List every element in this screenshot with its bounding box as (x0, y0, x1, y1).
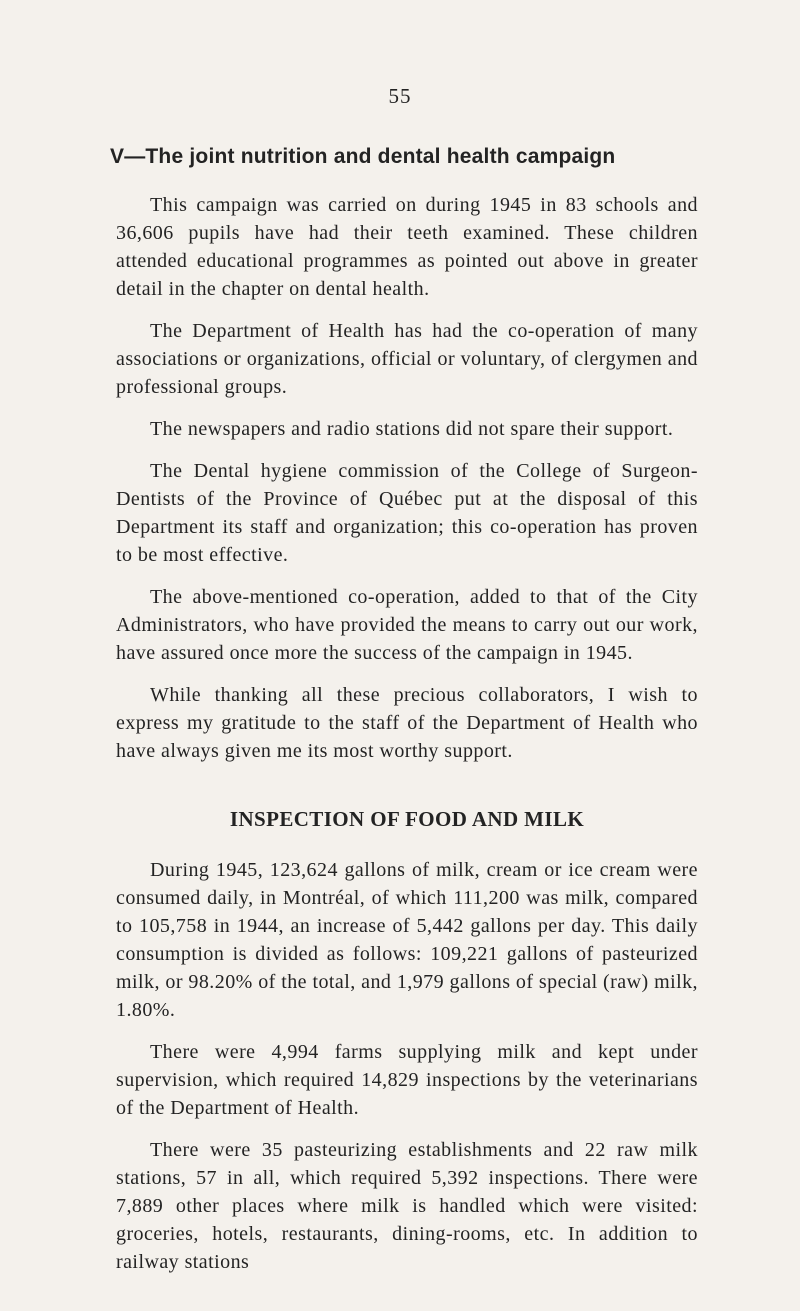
paragraph: The Dental hygiene commission of the College of Surgeon-Dentists of the Province of Québec put at the disposal of this Department its staff and organization; this co-operation has proven to be most effective. (116, 460, 698, 566)
paragraph: During 1945, 123,624 gallons of milk, cream or ice cream were consumed daily, in Montréal, of which 111,200 was milk, compared to 105,758 in 1944, an increase of 5,442 gallons per day. This daily consumption is divided as follows: 109,221 gallons of pasteurized milk, or 98.20% of the total, and 1,979 gallons of special (raw) milk, 1.80%. (116, 859, 698, 1021)
paragraph: The Department of Health has had the co-operation of many associations or organizations, official or voluntary, of clergymen and professional groups. (116, 320, 698, 398)
paragraph: The newspapers and radio stations did not spare their support. (150, 418, 674, 440)
inspection-heading: INSPECTION OF FOOD AND MILK (229, 807, 585, 831)
paragraph: There were 4,994 farms supplying milk and kept under supervision, which required 14,829 inspections by the veterinarians of the Department of Health. (116, 1041, 698, 1119)
paragraph: This campaign was carried on during 1945 in 83 schools and 36,606 pupils have had their teeth examined. These children attended educational programmes as pointed out above in greater detail in the chapter on dental health. (116, 194, 698, 300)
page-number: 55 (388, 84, 412, 108)
section-heading: V—The joint nutrition and dental health campaign (110, 145, 616, 168)
page-content (110, 145, 698, 1290)
paragraph: There were 35 pasteurizing establishments and 22 raw milk stations, 57 in all, which required 5,392 inspections. There were 7,889 other places where milk is handled which were visited: groceries, hotels, restaurants, dining-rooms, etc. In addition to railway stations (116, 1139, 698, 1273)
paragraph: The above-mentioned co-operation, added to that of the City Administrators, who have provided the means to carry out our work, have assured once more the success of the campaign in 1945. (116, 586, 698, 664)
paragraph: While thanking all these precious collaborators, I wish to express my gratitude to the staff of the Department of Health who have always given me its most worthy support. (116, 684, 698, 762)
